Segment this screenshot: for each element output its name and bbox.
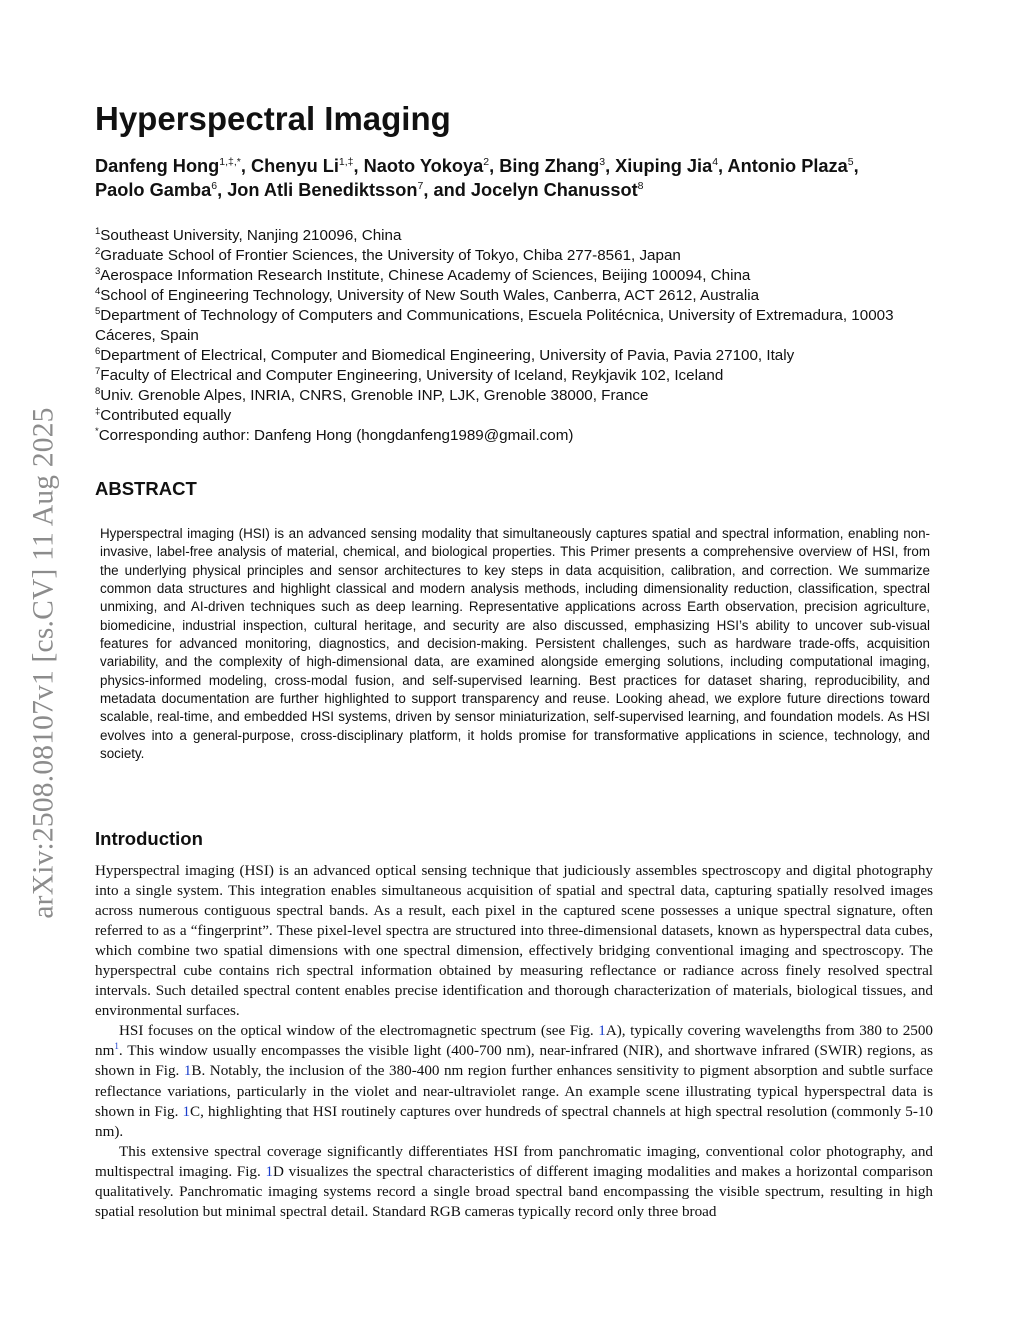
abstract-body: Hyperspectral imaging (HSI) is an advanced sensing modality that simultaneously captures spatial and spectral information, enabling non-invasive, label-free analysis of material, chemical, and biological properties. This Primer presents a comprehensive overview of HSI, from the underlying physical principles and sensor architectures to key steps in data acquisition, calibration, and correction. We summarize common data structures and highlight classical and modern analysis methods, including dimensionality reduction, classification, spectral unmixing, and AI-driven techniques such as deep learning. Representative applications across Earth observation, precision agriculture, biomedicine, industrial inspection, cultural heritage, and security are also discussed, emphasizing HSI’s ability to uncover sub-visual features for advanced monitoring, diagnostics, and decision-making. Persistent challenges, such as hardware trade-offs, acquisition variability, and the complexity of high-dimensional data, are examined alongside emerging solutions, including computational imaging, physics-informed modeling, cross-modal fusion, and self-supervised learning. Best practices for dataset sharing, reproducibility, and metadata documentation are further highlighted to support transparency and reuse. Looking ahead, we explore future directions toward scalable, real-time, and embedded HSI systems, driven by sensor miniaturization, self-supervised learning, and foundation models. As HSI evolves into a general-purpose, cross-disciplinary platform, it holds promise for transformative applications in science, technology, and society. <box>100 526 930 762</box>
citation-link[interactable]: 1 <box>114 1041 119 1052</box>
affiliation-item: $^2$Graduate School of Frontier Sciences, the University of Tokyo, Chiba 277-8561, Japan <box>95 246 681 264</box>
affiliation-item: $^4$School of Engineering Technology, University of New South Wales, Canberra, ACT 2612, Australia <box>95 286 760 304</box>
intro-paragraph-1: Hyperspectral imaging (HSI) is an advanced optical sensing technique that judiciously assembles spectroscopy and digital photography into a single system. This integration enables simultaneous acquisition of spatial and spectral data, capturing spatially resolved images across numerous contiguous spectral bands. As a result, each pixel in the captured scene possesses a unique spectral signature, often referred to as a “fingerprint”. These pixel-level spectra are structured into three-dimensional datasets, known as hyperspectral data cubes, which combine two spatial dimensions with one spectral dimension, effectively bridging conventional imaging and spectroscopy. The hyperspectral cube contains rich spectral information obtained by measuring reflectance or radiance across finely resolved spectral intervals. Such detailed spectral content enables precise identification and thorough characterization of materials, biological tissues, and environmental surfaces. <box>95 862 933 1020</box>
intro-paragraph-2: HSI focuses on the optical window of the electromagnetic spectrum (see Fig. 1A), typically covering wavelengths from 380 to 2500 nm$^1$. This window usually encompasses the visible light (400-700 nm), near-infrared (NIR), and shortwave infrared (SWIR) regions, as shown in Fig. 1B. Notably, the inclusion of the 380-400 nm region further enhances sensitivity to pigment absorption and subtle surface reflectance variations, particularly in the violet and near-ultraviolet range. An example scene illustrating typical hyperspectral data is shown in Fig. 1C, highlighting that HSI routinely captures over hundreds of spectral channels at high spectral resolution (commonly 5-10 nm). <box>95 1022 934 1140</box>
author: Xiuping Jia$^4$, <box>615 156 728 176</box>
arxiv-identifier-text: arXiv:2508.08107v1 [cs.CV] 11 Aug 2025 <box>27 407 60 919</box>
affiliation-item: $^5$Department of Technology of Computers and Communications, Escuela Politécnica, University of Extremadura, 10003 Cáceres, Spain <box>95 306 894 344</box>
paper-title: Hyperspectral Imaging <box>95 100 451 137</box>
author: Chenyu $Li^{1,\ddagger}$, <box>251 156 364 176</box>
author: Bing Zhang$^3$, <box>499 156 616 176</box>
affiliation-item: *Corresponding author: Danfeng Hong (hongdanfeng1989@gmail.com) <box>95 426 574 444</box>
arxiv-identifier-stamp <box>14 368 74 958</box>
figure-reference-link[interactable]: 1 <box>183 1062 192 1080</box>
author: Danfeng Hong$^{1,\ddagger,*}$, <box>95 156 251 176</box>
introduction-heading: Introduction <box>95 828 203 849</box>
author-list <box>95 154 933 202</box>
affiliation-item: $^1$Southeast University, Nanjing 210096, China <box>95 226 402 244</box>
introduction-body <box>95 861 933 1222</box>
affiliation-item: $^6$Department of Electrical, Computer and Biomedical Engineering, University of Pavia, Pavia 27100, Italy <box>95 346 795 364</box>
author: Jon Atli Benediktsson$^7$, and <box>227 180 471 200</box>
intro-paragraph-3: This extensive spectral coverage significantly differentiates HSI from panchromatic imaging, conventional color photography, and multispectral imaging. Fig. 1D visualizes the spectral characteristics of different imaging modalities and makes a horizontal comparison qualitatively. Panchromatic imaging systems record a single broad spectral band encompassing the visible spectrum, resulting in high spatial resolution but minimal spectral detail. Standard RGB cameras typically record only three broad <box>95 1142 933 1220</box>
affiliation-item: $^7$Faculty of Electrical and Computer Engineering, University of Iceland, Reykjavik 102, Iceland <box>95 366 724 384</box>
author: Jocelyn Chanussot$^8$ <box>470 180 644 200</box>
author: Paolo Gamba$^6$, <box>95 180 228 200</box>
abstract-heading: ABSTRACT <box>95 478 197 499</box>
author: Naoto Yokoya$^2$, <box>363 156 500 176</box>
affiliation-item: ‡Contributed equally <box>95 406 232 424</box>
affiliation-list <box>95 226 933 446</box>
figure-reference-link[interactable]: 1 <box>182 1102 191 1120</box>
figure-reference-link[interactable]: 1 <box>598 1022 606 1040</box>
figure-reference-link[interactable]: 1 <box>265 1162 274 1180</box>
affiliation-item: $^8$Univ. Grenoble Alpes, INRIA, CNRS, Grenoble INP, LJK, Grenoble 38000, France <box>95 386 649 404</box>
affiliation-item: $^3$Aerospace Information Research Institute, Chinese Academy of Sciences, Beijing 100094, China <box>95 266 751 284</box>
author: Antonio Plaza$^5$, <box>727 156 859 176</box>
